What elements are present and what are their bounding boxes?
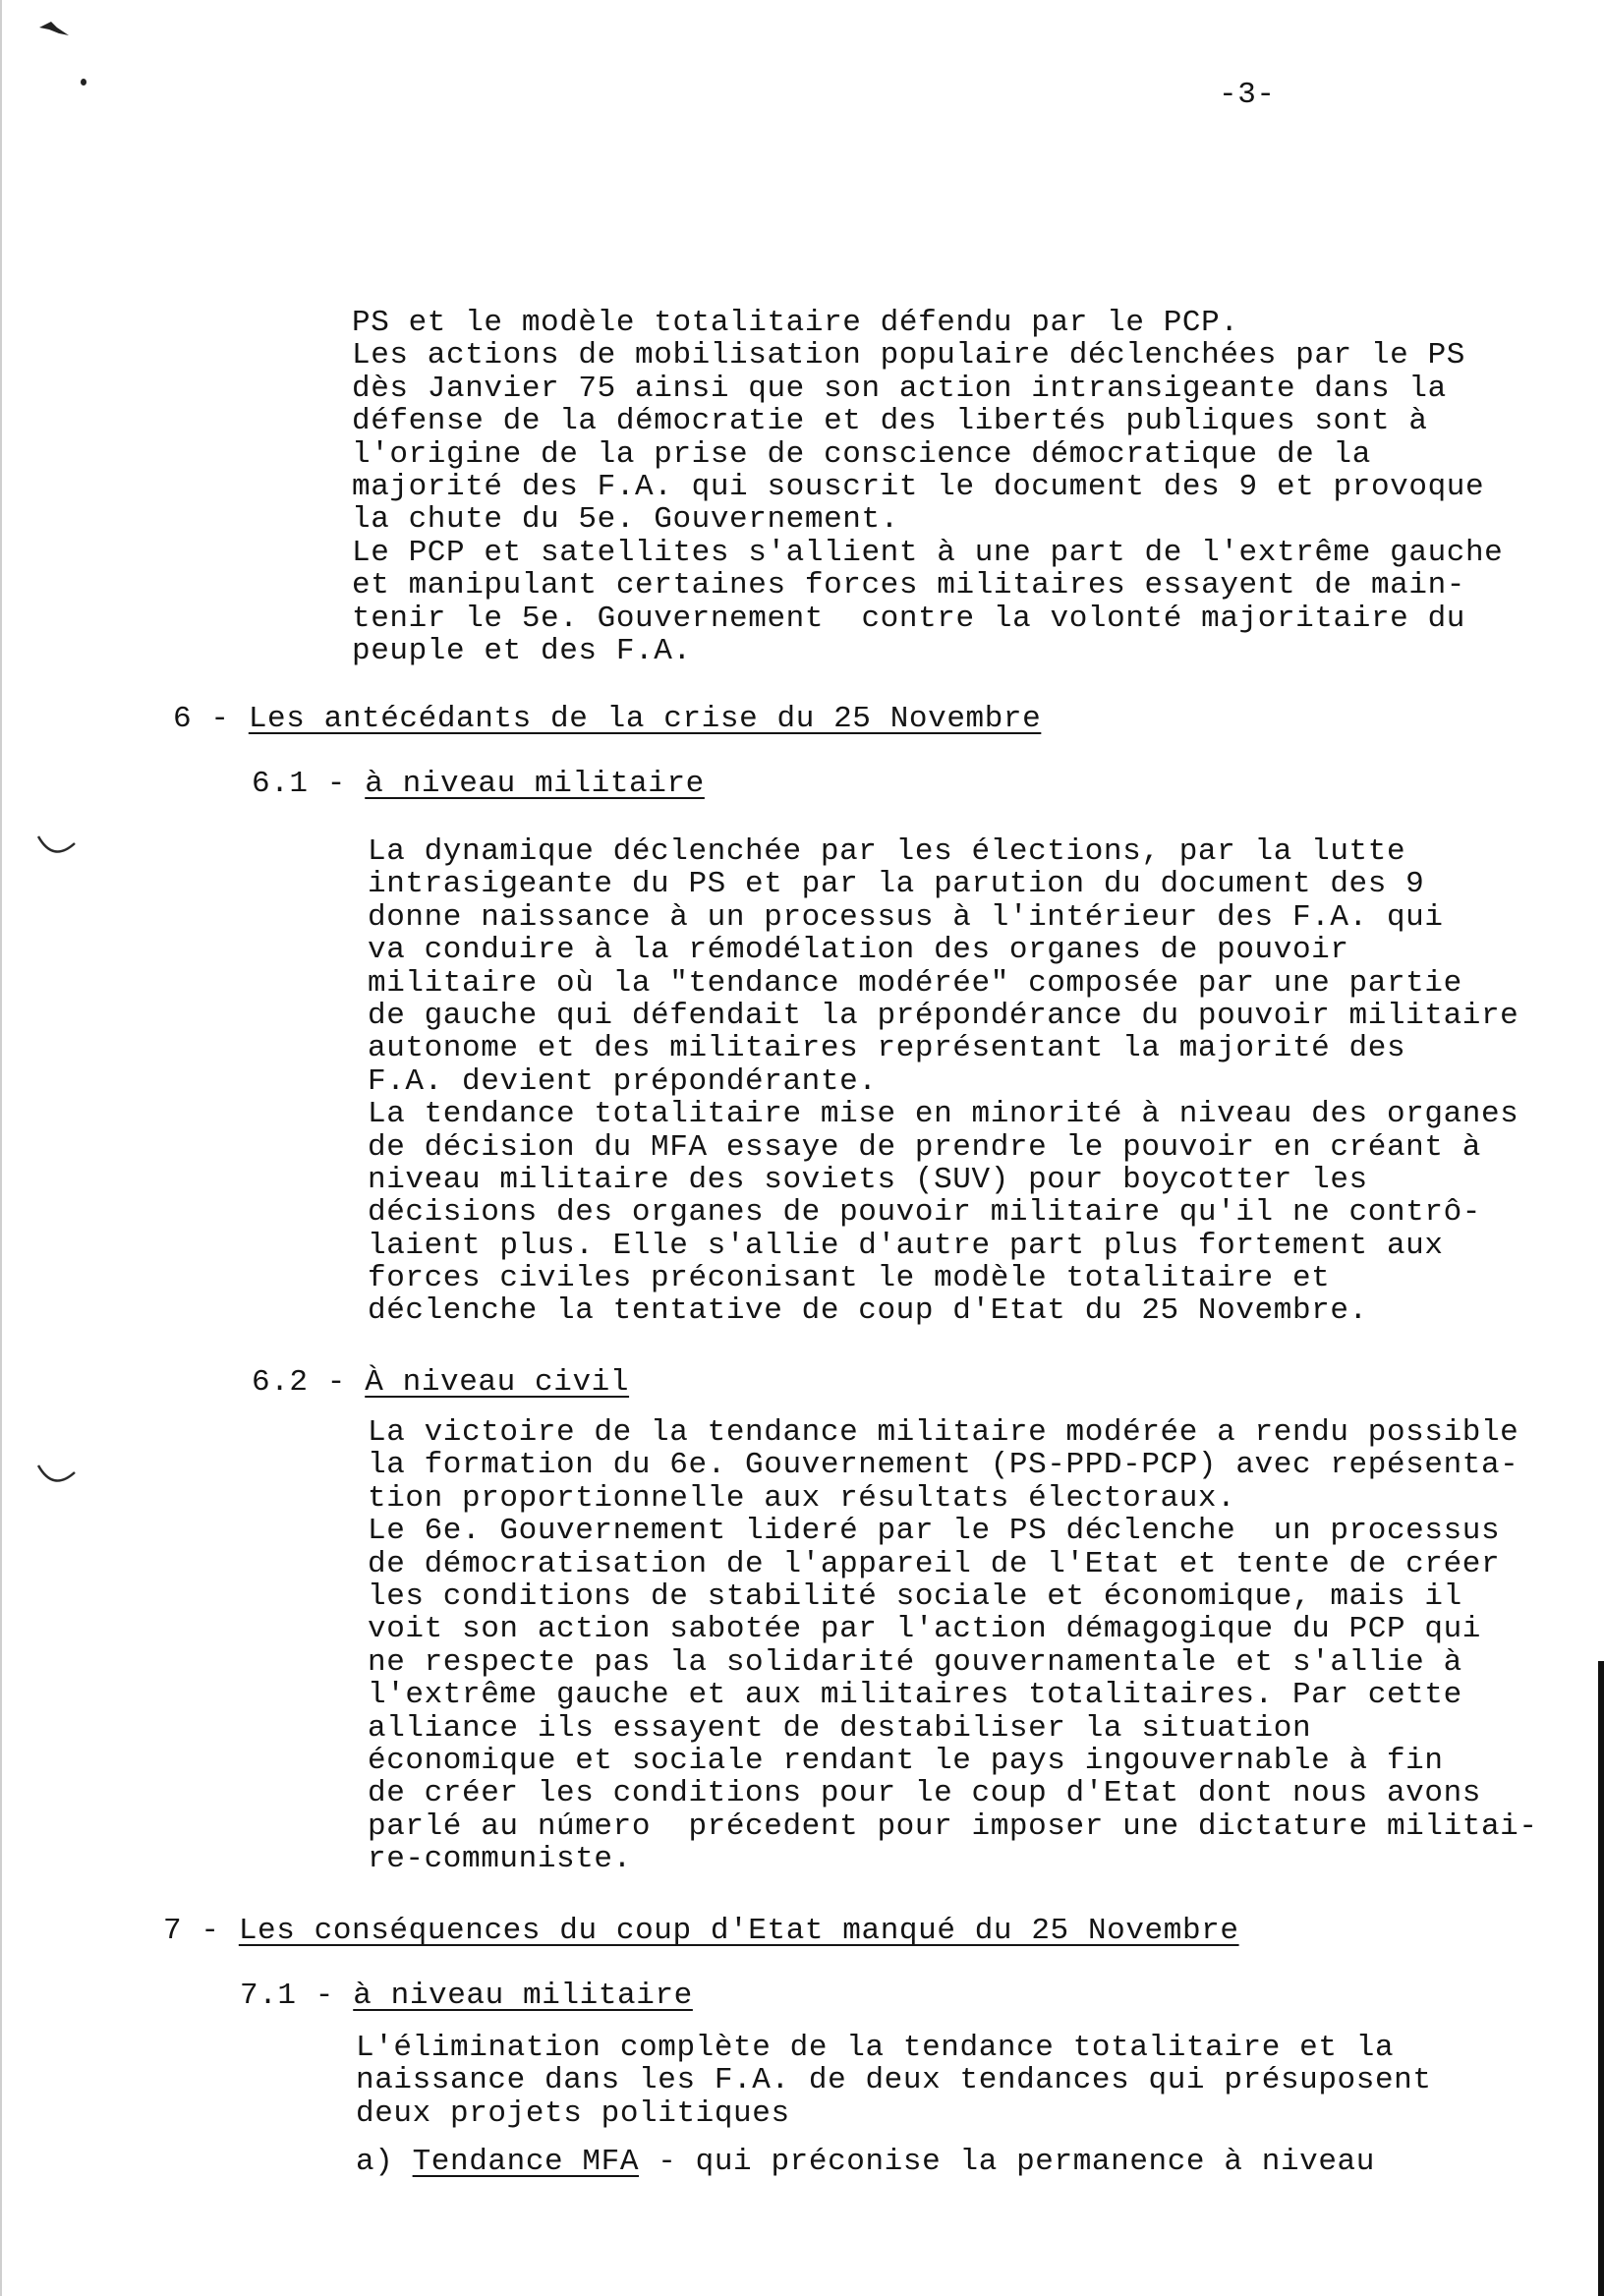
list-item-title: Tendance MFA <box>412 2145 640 2179</box>
text-line: l'extrême gauche et aux militaires totalitaires. Par cette <box>368 1678 1462 1713</box>
text-line: tion proportionnelle aux résultats électoraux. <box>368 1480 1236 1516</box>
text-line: dès Janvier 75 ainsi que son action intransigeante dans la <box>352 371 1447 406</box>
subsection-6-2-paragraph <box>368 1416 1538 1875</box>
text-line: autonome et des militaires représentant la majorité des <box>368 1031 1406 1066</box>
text-line: de gauche qui défendait la prépondérance du pouvoir militaire <box>368 998 1519 1033</box>
text-line: ne respecte pas la solidarité gouvernamentale et s'allie à <box>368 1644 1462 1680</box>
section-number: 7 - <box>163 1914 239 1948</box>
text-line: niveau militaire des soviets (SUV) pour boycotter les <box>368 1162 1368 1197</box>
section-title: Les antécédants de la crise du 25 Novembre <box>248 702 1042 736</box>
text-line: La dynamique déclenchée par les élections, par la lutte <box>368 834 1406 869</box>
text-line: les conditions de stabilité sociale et économique, mais il <box>368 1578 1462 1614</box>
text-line: La tendance totalitaire mise en minorité à niveau des organes <box>368 1097 1519 1132</box>
text-line: la formation du 6e. Gouvernement (PS-PPD-PCP) avec repésenta- <box>368 1448 1519 1483</box>
section-number: 6 - <box>173 702 249 736</box>
text-line: intrasigeante du PS et par la parution du document des 9 <box>368 867 1425 902</box>
text-line: économique et sociale rendant le pays ingouvernable à fin <box>368 1743 1444 1778</box>
text-line: donne naissance à un processus à l'intérieur des F.A. qui <box>368 899 1444 935</box>
text-line: PS et le modèle totalitaire défendu par le PCP. <box>352 306 1239 340</box>
subsection-title: À niveau civil <box>365 1365 630 1400</box>
subsection-7-1-paragraph <box>356 2032 1432 2130</box>
text-line: forces civiles préconisant le modèle totalitaire et <box>368 1261 1331 1296</box>
text-line: militaire où la "tendance modérée" composée par une partie <box>368 965 1462 1001</box>
page-number: -3- <box>1219 78 1276 112</box>
subsection-number: 6.2 - <box>252 1365 366 1400</box>
section-6-heading <box>173 703 1041 735</box>
subsection-title: à niveau militaire <box>365 767 705 801</box>
text-line: voit son action sabotée par l'action démagogique du PCP qui <box>368 1612 1481 1647</box>
text-line: l'origine de la prise de conscience démocratique de la <box>352 436 1371 472</box>
text-line: peuple et des F.A. <box>352 633 692 668</box>
text-line: la chute du 5e. Gouvernement. <box>352 502 899 538</box>
punch-hole-icon <box>35 1463 79 1490</box>
scan-speck <box>81 79 86 86</box>
text-line: Le PCP et satellites s'allient à une part de l'extrême gauche <box>352 535 1504 570</box>
scan-mark-icon <box>35 14 75 43</box>
text-line: de démocratisation de l'appareil de l'Etat et tente de créer <box>368 1546 1501 1581</box>
list-item-prefix: a) <box>356 2145 413 2179</box>
list-item-a <box>356 2146 1375 2178</box>
text-line: parlé au número précedent pour imposer une dictature militai- <box>368 1808 1538 1844</box>
text-line: F.A. devient prépondérante. <box>368 1063 878 1099</box>
subsection-6-2-heading <box>252 1366 629 1399</box>
text-line: laient plus. Elle s'allie d'autre part plus fortement aux <box>368 1228 1444 1263</box>
text-line: deux projets politiques <box>356 2095 790 2131</box>
text-line: de créer les conditions pour le coup d'Etat dont nous avons <box>368 1776 1481 1811</box>
subsection-7-1-heading <box>240 1980 693 2012</box>
scan-right-edge <box>1598 1661 1604 2296</box>
subsection-6-1-heading <box>252 768 705 800</box>
text-line: naissance dans les F.A. de deux tendances qui présuposent <box>356 2063 1432 2098</box>
text-line: et manipulant certaines forces militaires essayent de main- <box>352 568 1465 603</box>
text-line: Le 6e. Gouvernement lideré par le PS déclenche un processus <box>368 1514 1501 1549</box>
text-line: de décision du MFA essaye de prendre le pouvoir en créant à <box>368 1129 1481 1165</box>
text-line: Les actions de mobilisation populaire déclenchées par le PS <box>352 338 1465 373</box>
subsection-number: 6.1 - <box>252 767 366 801</box>
intro-paragraph <box>352 307 1503 667</box>
text-line: tenir le 5e. Gouvernement contre la volonté majoritaire du <box>352 601 1465 636</box>
text-line: alliance ils essayent de destabiliser la situation <box>368 1710 1312 1746</box>
subsection-title: à niveau militaire <box>353 1979 693 2013</box>
scan-left-edge <box>0 0 2 2296</box>
text-line: La victoire de la tendance militaire modérée a rendu possible <box>368 1415 1519 1450</box>
text-line: re-communiste. <box>368 1842 632 1877</box>
text-line: défense de la démocratie et des libertés publiques sont à <box>352 404 1428 439</box>
section-7-heading <box>163 1915 1239 1947</box>
text-line: va conduire à la rémodélation des organes de pouvoir <box>368 933 1349 968</box>
text-line: majorité des F.A. qui souscrit le document des 9 et provoque <box>352 469 1485 504</box>
text-line: déclenche la tentative de coup d'Etat du 25 Novembre. <box>368 1293 1368 1329</box>
list-item-text: - qui préconise la permanence à niveau <box>639 2145 1375 2179</box>
text-line: décisions des organes de pouvoir militaire qu'il ne contrô- <box>368 1195 1481 1231</box>
punch-hole-icon <box>35 833 79 861</box>
subsection-6-1-paragraph <box>368 835 1518 1328</box>
section-title: Les conséquences du coup d'Etat manqué du 25 Novembre <box>238 1914 1239 1948</box>
subsection-number: 7.1 - <box>240 1979 354 2013</box>
text-line: L'élimination complète de la tendance totalitaire et la <box>356 2031 1395 2065</box>
